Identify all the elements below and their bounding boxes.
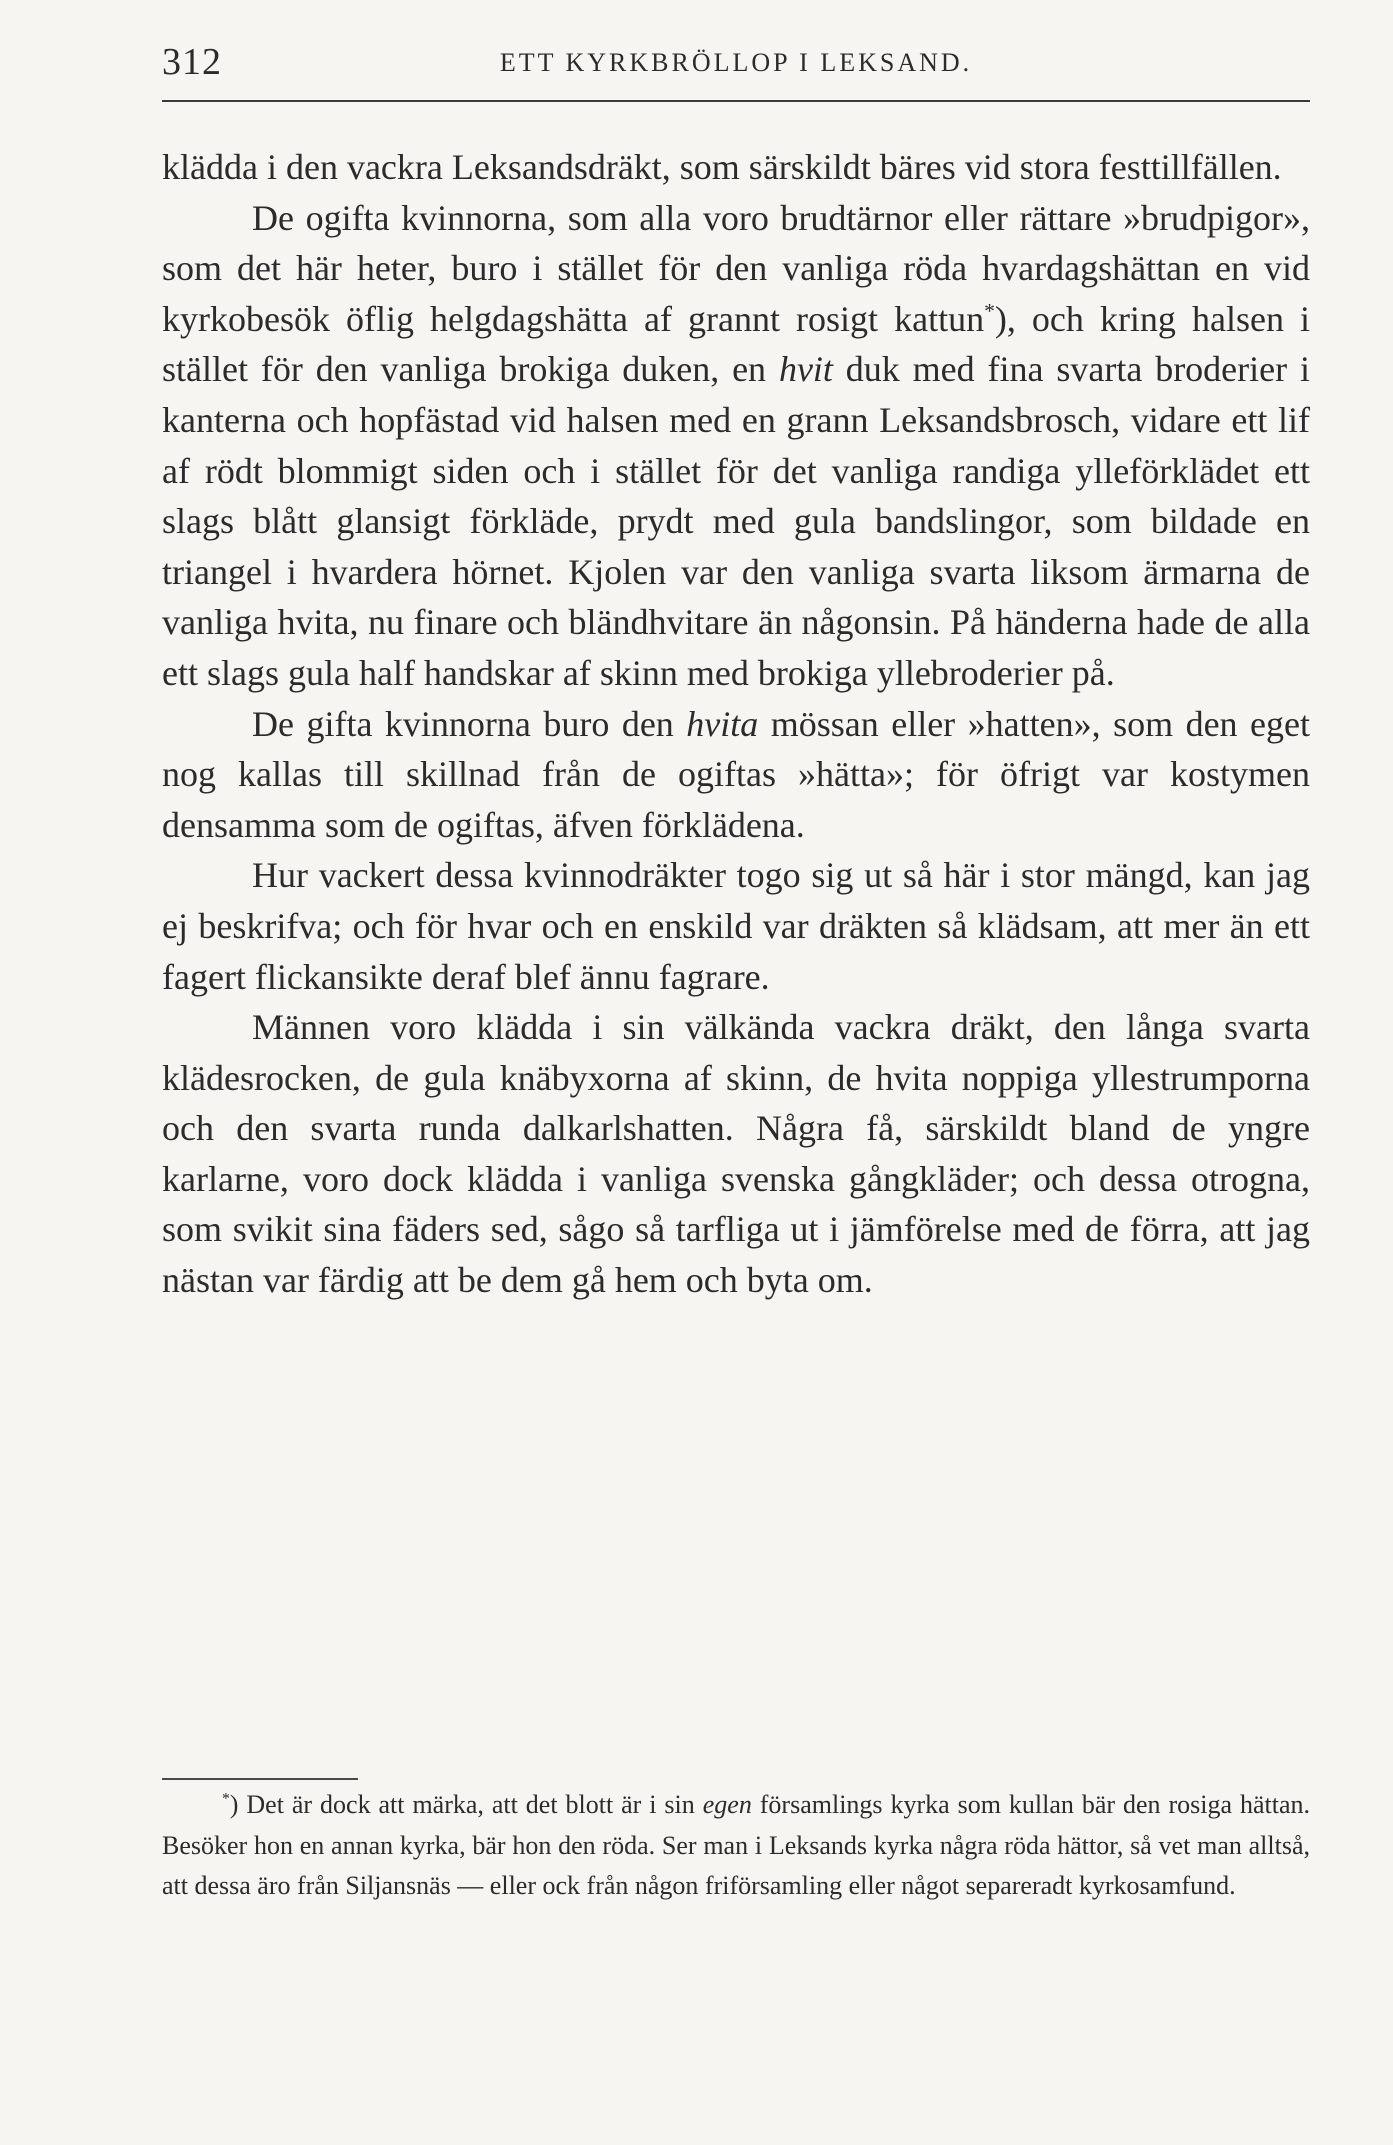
paragraph-5 xyxy=(162,1002,1310,1306)
paragraph-2-text-a: De ogifta kvinnorna, som alla voro brudtärnor eller rättare »brudpigor», som det här heter, buro i stället för den vanliga röda hvardagshättan en vid kyrkobesök öflig helgdagshätta af grannt rosigt kattun xyxy=(162,197,1310,339)
paragraph-5-text: Männen voro klädda i sin välkända vackra dräkt, den långa svarta klädesrocken, de gula knäbyxorna af skinn, de hvita noppiga yllestrumporna och den svarta runda dalkarlshatten. Några få, särskildt bland de yngre karlarne, voro dock klädda i vanliga svenska gångkläder; och dessa otrogna, som svikit sina fäders sed, sågo så tarfliga ut i jämförelse med de förra, att jag nästan var färdig att be dem gå hem och byta om. xyxy=(162,1007,1310,1301)
paragraph-4-text: Hur vackert dessa kvinnodräkter togo sig ut så här i stor mängd, kan jag ej beskrifva; och för hvar och en enskild var dräkten så klädsam, att mer än ett fagert flickansikte deraf blef ännu fagrare. xyxy=(162,855,1310,997)
paragraph-2-text-c: duk med fina svarta broderier i kanterna och hopfästad vid halsen med en grann Leksandsbrosch, vidare ett lif af rödt blommigt siden och i stället för det vanliga randiga ylleförklädet ett slags blått glansigt förkläde, prydt med gula bandslingor, som bildade en triangel i hvardera hörnet. Kjolen var den vanliga svarta liksom ärmarna de vanliga hvita, nu finare och bländhvitare än någonsin. På händerna hade de alla ett slags gula half handskar af skinn med brokiga yllebroderier på. xyxy=(162,349,1310,693)
running-head xyxy=(162,40,1310,90)
footnote xyxy=(162,1785,1310,1907)
body-text xyxy=(162,142,1310,1306)
paragraph-3-italic: hvita xyxy=(686,703,759,744)
footnotes xyxy=(162,1785,1310,1907)
paragraph-2 xyxy=(162,193,1310,699)
paragraph-2-italic: hvit xyxy=(778,349,833,390)
paragraph-3-text-a: De gifta kvinnorna buro den xyxy=(252,703,687,744)
paragraph-3-text-b: mössan eller »hatten», som den eget nog kallas till skillnad från de ogiftas »hätta»; för öfrigt var kostymen densamma som de ogiftas, äfven förklädena. xyxy=(162,703,1310,845)
paragraph-2-text-b: ), och kring halsen i stället för den vanliga brokiga duken, en xyxy=(162,298,1310,390)
paragraph-4 xyxy=(162,850,1310,1002)
footnote-mark: * xyxy=(222,1790,230,1808)
footnote-rule xyxy=(162,1778,358,1780)
footnote-text-b: församlings kyrka som kullan bär den rosiga hättan. Besöker hon en annan kyrka, bär hon den röda. Ser man i Leksands kyrka några röda hättor, så vet man alltså, att dessa äro från Siljansnäs — eller ock från någon friförsamling eller något separeradt kyrkosamfund. xyxy=(162,1790,1310,1900)
paragraph-1-text: klädda i den vackra Leksandsdräkt, som särskildt bäres vid stora festtillfällen. xyxy=(162,147,1282,187)
page-number: 312 xyxy=(162,41,222,83)
header-rule xyxy=(162,100,1310,102)
paragraph-3 xyxy=(162,699,1310,851)
footnote-italic: egen xyxy=(702,1790,752,1819)
footnote-reference: * xyxy=(984,298,995,323)
paragraph-1 xyxy=(162,142,1310,193)
footnote-text-a: ) Det är dock att märka, att det blott är i sin xyxy=(229,1790,703,1819)
running-title: ETT KYRKBRÖLLOP I LEKSAND. xyxy=(499,48,973,77)
